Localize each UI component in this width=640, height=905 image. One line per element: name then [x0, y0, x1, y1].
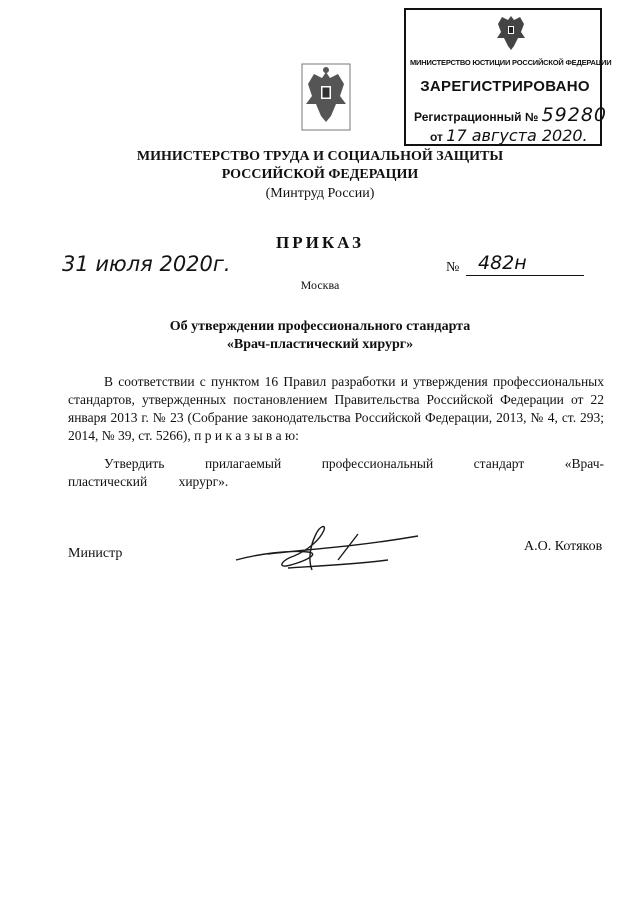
stamp-date-value: 17 августа 2020.: [446, 126, 588, 145]
coat-of-arms-icon: [300, 62, 352, 132]
order-number: [446, 252, 588, 278]
signatory-name: А.О. Котяков: [524, 539, 603, 554]
stamp-eagle-emblem-icon: [494, 12, 528, 54]
document-title-line-1: Об утверждении профессионального стандарта: [169, 319, 471, 334]
order-number-underline: [466, 275, 584, 276]
stamp-registration-number: [414, 104, 607, 126]
paragraph-approval: [68, 455, 604, 491]
ministry-short-name: (Минтруд России): [265, 186, 375, 201]
city: Москва: [300, 278, 340, 292]
paragraph-basis: В соответствии с пунктом 16 Правил разработки и утверждения профессиональных стандартов, утвержденных постановлением Правительства Российской Федерации от 22 января 2013 г. № 23 (Собрание законодательства Российской Федерации, 2013, № 4, ст. 293; 2014, № 39, ст. 5266), п р и к а з ы в а ю:: [68, 374, 604, 443]
document-title-line-2: «Врач-пластический хирург»: [226, 337, 414, 352]
registration-stamp: [404, 8, 612, 146]
signatory-position: Министр: [68, 546, 123, 561]
ministry-name: [60, 148, 580, 184]
ministry-line-2: РОССИЙСКОЙ ФЕДЕРАЦИИ: [221, 167, 419, 182]
stamp-date-prefix: от: [430, 130, 443, 144]
stamp-registration-date: [430, 126, 588, 145]
stamp-regnum-value: 59280: [541, 104, 608, 126]
stamp-status: ЗАРЕГИСТРИРОВАНО: [420, 78, 590, 95]
paragraph-approval-line-2: хирург».: [178, 474, 229, 489]
order-number-value: 482н: [478, 252, 527, 274]
order-date-handwritten: 31 июля 2020г.: [62, 252, 231, 276]
ministry-line-1: МИНИСТЕРСТВО ТРУДА И СОЦИАЛЬНОЙ ЗАЩИТЫ: [136, 149, 504, 164]
order-number-label: №: [446, 260, 460, 275]
signature: [228, 520, 428, 578]
paragraph-approval-line-1: Утвердить прилагаемый профессиональный стандарт «Врач-пластический: [68, 456, 604, 489]
order-title: ПРИКАЗ: [276, 233, 364, 252]
stamp-regnum-label: Регистрационный №: [414, 110, 539, 124]
stamp-ministry-name: МИНИСТЕРСТВО ЮСТИЦИИ РОССИЙСКОЙ ФЕДЕРАЦИИ: [410, 58, 612, 67]
document-title: [60, 318, 580, 354]
